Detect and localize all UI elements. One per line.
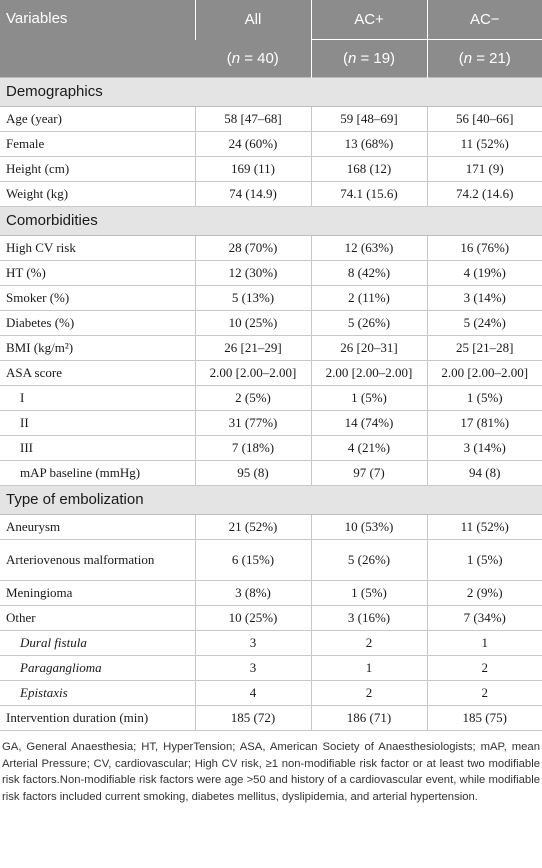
row-value: 3 — [195, 656, 311, 681]
table-row — [0, 182, 542, 207]
table-row — [0, 656, 542, 681]
row-value: 10 (53%) — [311, 515, 427, 540]
row-label: Smoker (%) — [0, 286, 195, 311]
section-title: Comorbidities — [0, 207, 542, 236]
row-value: 1 (5%) — [311, 581, 427, 606]
row-value: 169 (11) — [195, 157, 311, 182]
row-value: 11 (52%) — [427, 132, 542, 157]
row-value: 3 (14%) — [427, 436, 542, 461]
row-value: 4 (19%) — [427, 261, 542, 286]
row-value: 5 (26%) — [311, 311, 427, 336]
row-value: 8 (42%) — [311, 261, 427, 286]
row-value: 58 [47–68] — [195, 107, 311, 132]
row-value: 14 (74%) — [311, 411, 427, 436]
row-label: Aneurysm — [0, 515, 195, 540]
table-row — [0, 157, 542, 182]
row-value: 168 (12) — [311, 157, 427, 182]
row-label: Meningioma — [0, 581, 195, 606]
row-value: 26 [21–29] — [195, 336, 311, 361]
row-label: Intervention duration (min) — [0, 706, 195, 731]
row-label: mAP baseline (mmHg) — [0, 461, 195, 486]
row-value: 1 (5%) — [427, 540, 542, 581]
row-label: Dural fistula — [0, 631, 195, 656]
table-row — [0, 107, 542, 132]
section-header-row — [0, 207, 542, 236]
row-value: 94 (8) — [427, 461, 542, 486]
table-row — [0, 436, 542, 461]
column-header-ac-minus: AC− — [427, 0, 542, 40]
section-header-row — [0, 78, 542, 107]
row-value: 2.00 [2.00–2.00] — [311, 361, 427, 386]
row-value: 1 — [311, 656, 427, 681]
table-row — [0, 236, 542, 261]
row-value: 25 [21–28] — [427, 336, 542, 361]
row-value: 2 — [311, 681, 427, 706]
row-value: 4 (21%) — [311, 436, 427, 461]
table-row — [0, 515, 542, 540]
row-value: 2 — [427, 656, 542, 681]
row-value: 3 (8%) — [195, 581, 311, 606]
row-value: 10 (25%) — [195, 311, 311, 336]
row-value: 2.00 [2.00–2.00] — [195, 361, 311, 386]
row-label: HT (%) — [0, 261, 195, 286]
table-header — [0, 0, 542, 78]
table-row — [0, 286, 542, 311]
row-label: Other — [0, 606, 195, 631]
row-label: III — [0, 436, 195, 461]
table-row — [0, 631, 542, 656]
row-value: 2 (9%) — [427, 581, 542, 606]
row-value: 74.2 (14.6) — [427, 182, 542, 207]
row-value: 56 [40–66] — [427, 107, 542, 132]
row-label: II — [0, 411, 195, 436]
section-title: Demographics — [0, 78, 542, 107]
section-header-row — [0, 486, 542, 515]
table-row — [0, 361, 542, 386]
table-row — [0, 132, 542, 157]
row-label: Paraganglioma — [0, 656, 195, 681]
section-title: Type of embolization — [0, 486, 542, 515]
n-label-ac-minus: (n = 21) — [427, 40, 542, 78]
row-value: 24 (60%) — [195, 132, 311, 157]
row-value: 74.1 (15.6) — [311, 182, 427, 207]
row-value: 1 — [427, 631, 542, 656]
n-label-ac-plus: (n = 19) — [311, 40, 427, 78]
row-value: 28 (70%) — [195, 236, 311, 261]
row-label: Weight (kg) — [0, 182, 195, 207]
table-row — [0, 461, 542, 486]
row-value: 7 (18%) — [195, 436, 311, 461]
row-value: 2 (11%) — [311, 286, 427, 311]
row-value: 12 (30%) — [195, 261, 311, 286]
row-value: 2 (5%) — [195, 386, 311, 411]
row-value: 6 (15%) — [195, 540, 311, 581]
row-value: 1 (5%) — [311, 386, 427, 411]
row-value: 2 — [427, 681, 542, 706]
row-value: 3 — [195, 631, 311, 656]
table-row — [0, 336, 542, 361]
n-label-all: (n = 40) — [195, 40, 311, 78]
row-value: 74 (14.9) — [195, 182, 311, 207]
row-label: Female — [0, 132, 195, 157]
table-row — [0, 706, 542, 731]
row-value: 13 (68%) — [311, 132, 427, 157]
row-value: 97 (7) — [311, 461, 427, 486]
row-value: 186 (71) — [311, 706, 427, 731]
table-row — [0, 411, 542, 436]
row-value: 5 (24%) — [427, 311, 542, 336]
row-label: Age (year) — [0, 107, 195, 132]
row-value: 10 (25%) — [195, 606, 311, 631]
variables-header: Variables — [0, 0, 195, 78]
row-label: ASA score — [0, 361, 195, 386]
row-value: 185 (72) — [195, 706, 311, 731]
row-label: I — [0, 386, 195, 411]
row-label: BMI (kg/m²) — [0, 336, 195, 361]
row-value: 59 [48–69] — [311, 107, 427, 132]
table-row — [0, 386, 542, 411]
row-value: 5 (26%) — [311, 540, 427, 581]
row-value: 171 (9) — [427, 157, 542, 182]
row-label: High CV risk — [0, 236, 195, 261]
row-label: Epistaxis — [0, 681, 195, 706]
row-value: 185 (75) — [427, 706, 542, 731]
table-row — [0, 540, 542, 581]
column-header-all: All — [195, 0, 311, 40]
row-value: 4 — [195, 681, 311, 706]
table-row — [0, 606, 542, 631]
row-value: 26 [20–31] — [311, 336, 427, 361]
table-row — [0, 261, 542, 286]
row-value: 3 (14%) — [427, 286, 542, 311]
table-row — [0, 681, 542, 706]
row-value: 95 (8) — [195, 461, 311, 486]
row-value: 21 (52%) — [195, 515, 311, 540]
row-value: 2.00 [2.00–2.00] — [427, 361, 542, 386]
row-value: 7 (34%) — [427, 606, 542, 631]
row-label: Diabetes (%) — [0, 311, 195, 336]
row-value: 12 (63%) — [311, 236, 427, 261]
table-body — [0, 78, 542, 731]
table-row — [0, 311, 542, 336]
row-value: 16 (76%) — [427, 236, 542, 261]
row-value: 1 (5%) — [427, 386, 542, 411]
table-row — [0, 581, 542, 606]
row-value: 3 (16%) — [311, 606, 427, 631]
column-header-ac-plus: AC+ — [311, 0, 427, 40]
row-label: Height (cm) — [0, 157, 195, 182]
row-value: 11 (52%) — [427, 515, 542, 540]
row-label: Arteriovenous malformation — [0, 540, 195, 581]
row-value: 17 (81%) — [427, 411, 542, 436]
row-value: 5 (13%) — [195, 286, 311, 311]
row-value: 31 (77%) — [195, 411, 311, 436]
row-value: 2 — [311, 631, 427, 656]
table-footnote: GA, General Anaesthesia; HT, HyperTension; ASA, American Society of Anaesthesiologists; mAP, mean Arterial Pressure; CV, cardiovascular; High CV risk, ≥1 non-modifiable risk factor or at least two modifiable risk factors.Non-modifiable risk factors were age >50 and history of a cardiovascular event, while modifiable risk factors included current smoking, diabetes mellitus, dyslipidemia, and arterial hypertension. — [2, 741, 540, 803]
